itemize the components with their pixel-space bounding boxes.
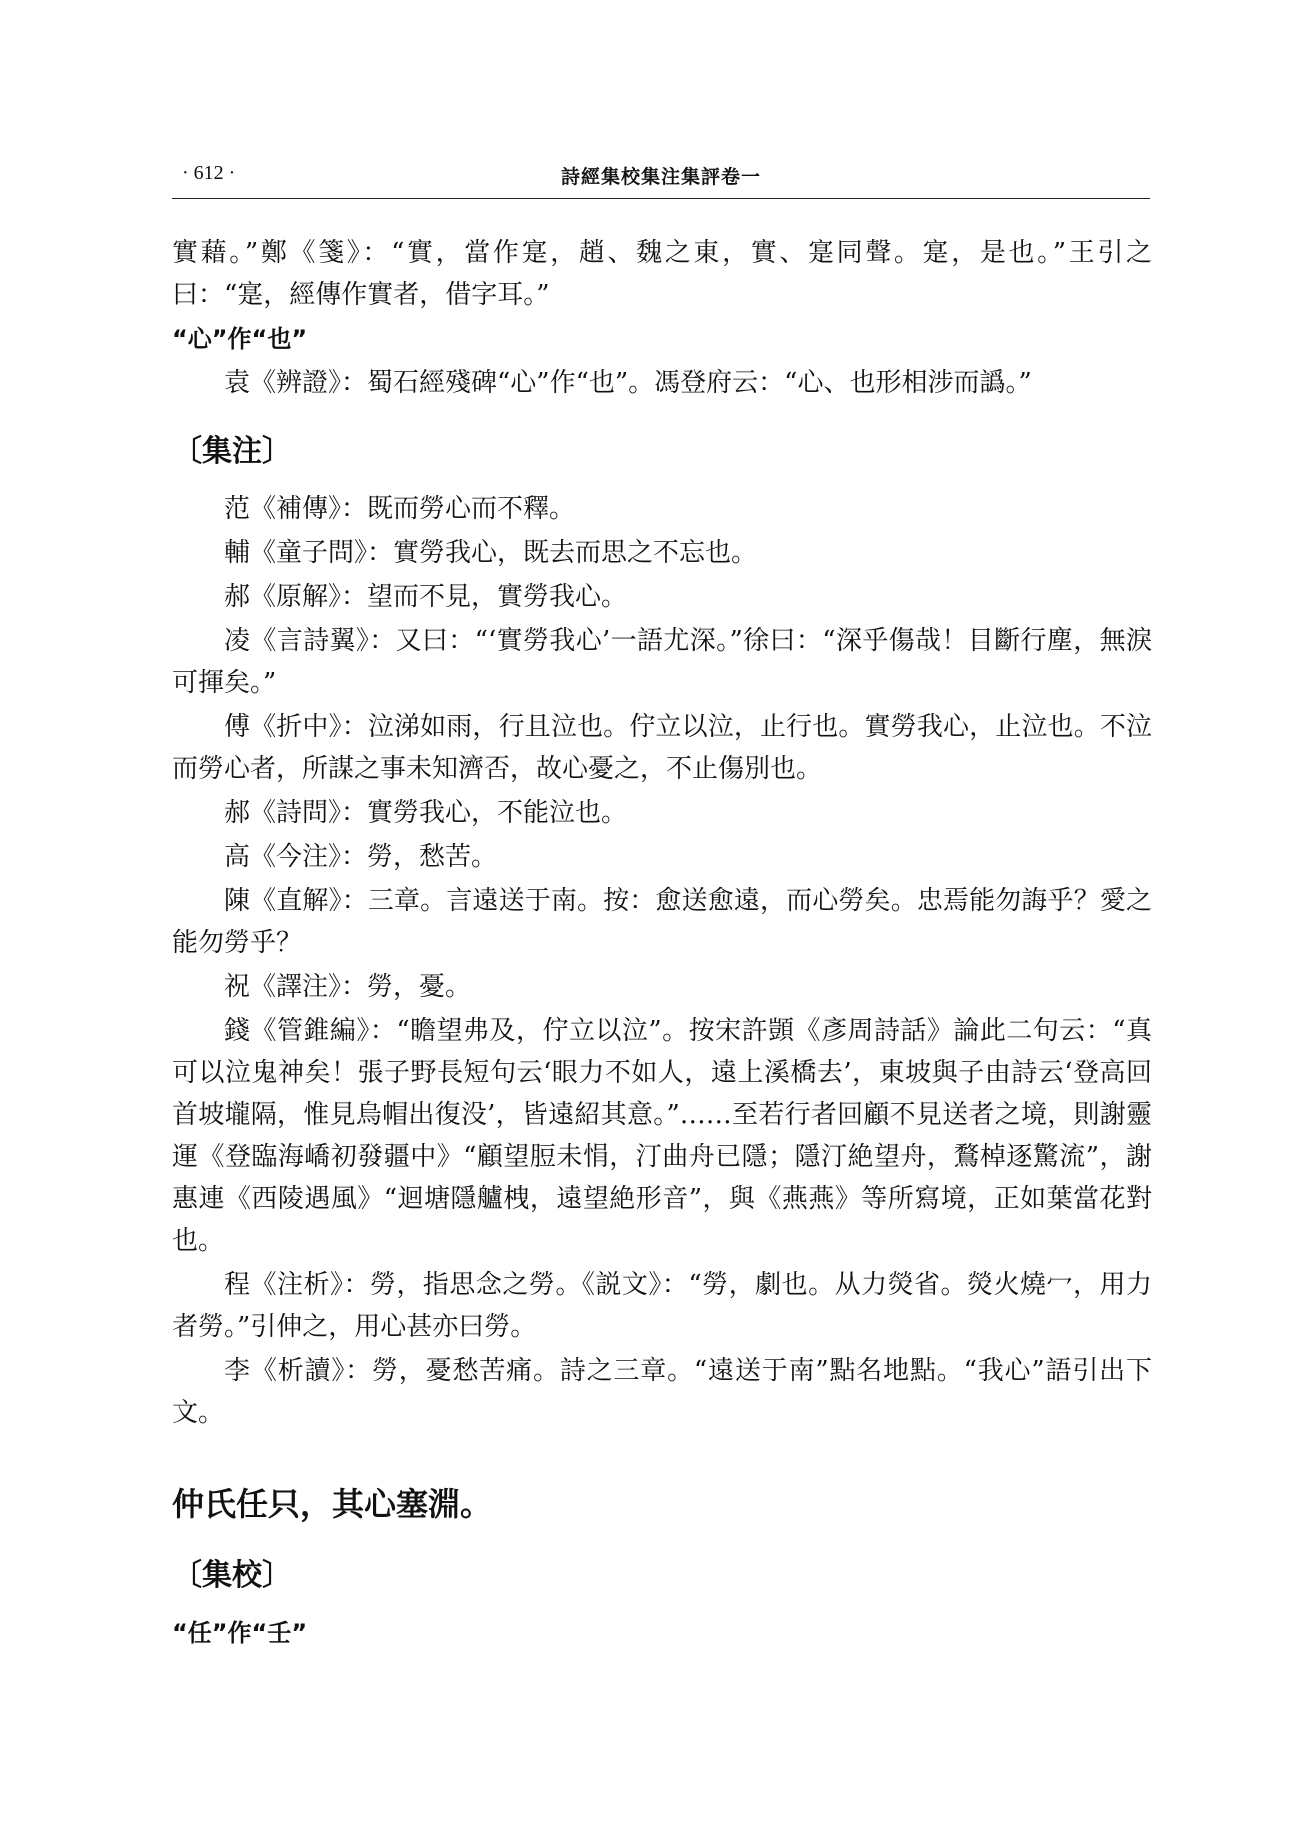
running-header (172, 158, 1150, 199)
verse-line: 仲氏任只，其心塞淵。 (172, 1485, 493, 1523)
page-number: · 612 · (182, 162, 236, 184)
page-body (172, 232, 1152, 1656)
section-heading-collation: 〔集校〕 (172, 1558, 292, 1593)
book-title: 詩經集校集注集評卷一 (560, 166, 761, 188)
note-entry: 陳《直解》：三章。言遠送于南。按：愈送愈遠，而心勞矣。忠焉能勿誨乎？愛之能勿勞乎？ (172, 886, 1152, 958)
note-entry: 錢《管錐編》：“瞻望弗及，佇立以泣”。按宋許顗《彥周詩話》論此二句云：“真可以泣鬼神矣！張子野長短句云‘眼力不如人，遠上溪橋去’，東坡與子由詩云‘登高回首坡壠隔，惟見烏帽出復没’，皆遠紹其意。”……至若行者回顧不見送者之境，則謝靈運《登臨海嶠初發疆中》“顧望脰未悁，汀曲舟已隱；隱汀絶望舟，鶩棹逐驚流”，謝惠連《西陵遇風》“迴塘隱艫栧，遠望絶形音”，與《燕燕》等所寫境，正如葉當花對也。 (172, 1016, 1152, 1256)
note-entry: 程《注析》：勞，指思念之勞。《説文》：“勞，劇也。从力熒省。熒火燒冖，用力者勞。”引伸之，用心甚亦曰勞。 (172, 1270, 1152, 1342)
note-entry: 范《補傳》：既而勞心而不釋。 (224, 494, 576, 524)
note-entry: 郝《原解》：望而不見，實勞我心。 (224, 582, 628, 612)
note-entry: 祝《譯注》：勞，憂。 (224, 972, 472, 1002)
note-entry: 輔《童子問》：實勞我心，既去而思之不忘也。 (224, 538, 758, 568)
note-entry: 傅《折中》：泣涕如雨，行且泣也。佇立以泣，止行也。實勞我心，止泣也。不泣而勞心者，所謀之事未知濟否，故心憂之，不止傷別也。 (172, 712, 1152, 784)
variant-heading: “心”作“也” (172, 325, 308, 353)
paragraph: 袁《辨證》：蜀石經殘碑“心”作“也”。馮登府云：“心、也形相涉而譌。” (224, 368, 1032, 398)
note-entry: 郝《詩問》：實勞我心，不能泣也。 (224, 798, 628, 828)
variant-heading: “任”作“壬” (172, 1619, 308, 1647)
note-entry: 高《今注》：勞，愁苦。 (224, 842, 498, 872)
note-entry: 李《析讀》：勞，憂愁苦痛。詩之三章。“遠送于南”點名地點。“我心”語引出下文。 (172, 1356, 1152, 1428)
note-entry: 凌《言詩翼》：又曰：“‘實勞我心’一語尤深。”徐曰：“深乎傷哉！目斷行塵，無淚可揮矣。” (172, 626, 1152, 698)
paragraph: 實藉。”鄭《箋》：“實，當作寔，趙、魏之東，實、寔同聲。寔，是也。”王引之曰：“寔，經傳作實者，借字耳。” (172, 238, 1152, 310)
section-heading-notes: 〔集注〕 (172, 434, 292, 469)
